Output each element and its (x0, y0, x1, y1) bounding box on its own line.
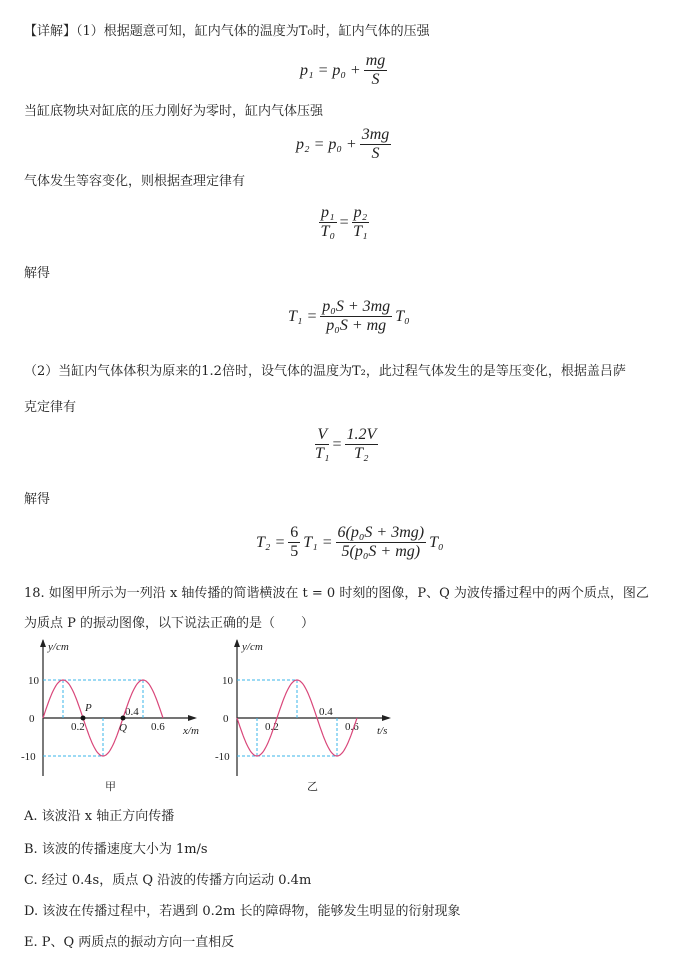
eq-numerator: 6 (290, 524, 299, 541)
eq-denominator: S (371, 145, 380, 162)
eq-numerator: p₀S + 3mg (322, 298, 391, 315)
x-axis-label: x/m (183, 725, 199, 737)
x-axis-label: t/s (377, 725, 388, 737)
x-tick-label: 0.4 (125, 706, 139, 718)
eq-numerator: p₁ (321, 204, 335, 221)
option-c[interactable]: C. 经过 0.4s，质点 Q 沿波的传播方向运动 0.4m (24, 873, 312, 888)
eq-rhs: T₀ (395, 307, 410, 325)
equation-t2 (256, 524, 444, 561)
eq-numerator: 1.2V (346, 426, 377, 443)
y-axis-arrow-icon (40, 639, 46, 647)
eq-denominator: S (371, 71, 380, 88)
y-tick-label: 10 (222, 675, 233, 687)
option-e[interactable]: E. P、Q 两质点的振动方向一直相反 (24, 935, 235, 950)
y-axis-arrow-icon (234, 639, 240, 647)
eq-rhs: T₀ (429, 533, 444, 551)
graph-caption: 甲 (105, 781, 116, 793)
eq-denominator: p₀S + mg (326, 317, 387, 334)
paragraph: 克定律有 (24, 400, 77, 415)
eq-denominator: T₀ (320, 223, 336, 240)
y-axis-label: y/cm (48, 641, 69, 653)
point-label: Q (119, 722, 127, 734)
origin-label: 0 (29, 713, 35, 725)
point-q-marker (121, 716, 126, 721)
y-axis-label: y/cm (242, 641, 263, 653)
option-d[interactable]: D. 该波在传播过程中，若遇到 0.2m 长的障碍物，能够发生明显的衍射现象 (24, 904, 461, 919)
eq-numerator: V (317, 426, 328, 443)
equation-gay-lussac (312, 426, 381, 463)
paragraph: 解得 (24, 266, 51, 281)
graph-caption: 乙 (307, 781, 318, 793)
option-a[interactable]: A. 该波沿 x 轴正方向传播 (24, 809, 175, 824)
eq-numerator: 3mg (361, 126, 390, 143)
x-tick-label: 0.2 (265, 721, 279, 733)
eq-numerator: mg (365, 52, 386, 69)
eq-lhs: T₁ = (288, 307, 318, 325)
equation-charles (316, 204, 372, 241)
paragraph: 当缸底物块对缸底的压力刚好为零时，缸内气体压强 (24, 104, 324, 119)
x-tick-label: 0.6 (345, 721, 359, 733)
x-axis-arrow-icon (382, 715, 391, 721)
y-tick-label: 10 (28, 675, 39, 687)
x-tick-label: 0.2 (71, 721, 85, 733)
eq-denominator: 5 (290, 543, 299, 560)
eq-sign: = (332, 435, 342, 453)
option-b[interactable]: B. 该波的传播速度大小为 1m/s (24, 842, 208, 857)
eq-middle: T₁ = (303, 533, 333, 551)
x-axis-arrow-icon (188, 715, 197, 721)
eq-sign: = (339, 213, 349, 231)
paragraph: （2）当缸内气体体积为原来的1.2倍时，设气体的温度为T₂，此过程气体发生的是等压变化，根据盖吕萨 (24, 364, 626, 379)
eq-denominator: T₁ (315, 445, 330, 462)
eq-lhs: p₁ = p₀ + (300, 61, 361, 79)
question-18-text: 为质点 P 的振动图像，以下说法正确的是（ ） (24, 616, 315, 631)
point-label: P (85, 702, 92, 714)
x-tick-label: 0.6 (151, 721, 165, 733)
eq-lhs: T₂ = (256, 533, 286, 551)
solution-intro: 【详解】（1）根据题意可知，缸内气体的温度为T₀时，缸内气体的压强 (24, 24, 430, 39)
point-p-marker (81, 716, 86, 721)
eq-denominator: T₂ (354, 445, 369, 462)
wave-graphs (0, 630, 420, 800)
eq-numerator: 6(p₀S + 3mg) (337, 524, 425, 541)
eq-denominator: T₁ (353, 223, 368, 240)
x-tick-label: 0.4 (319, 706, 333, 718)
paragraph: 解得 (24, 492, 51, 507)
paragraph: 气体发生等容变化，则根据查理定律有 (24, 174, 246, 189)
eq-denominator: 5(p₀S + mg) (341, 543, 421, 560)
equation-p1 (300, 52, 390, 89)
question-18-text: 18. 如图甲所示为一列沿 x 轴传播的简谐横波在 t = 0 时刻的图像，P、Q 为波传播过程中的两个质点，图乙 (24, 586, 649, 601)
eq-numerator: p₂ (353, 204, 368, 221)
equation-p2 (296, 126, 394, 163)
origin-label: 0 (223, 713, 229, 725)
eq-lhs: p₂ = p₀ + (296, 135, 357, 153)
y-tick-label: -10 (215, 751, 230, 763)
equation-t1 (288, 298, 410, 335)
y-tick-label: -10 (21, 751, 36, 763)
